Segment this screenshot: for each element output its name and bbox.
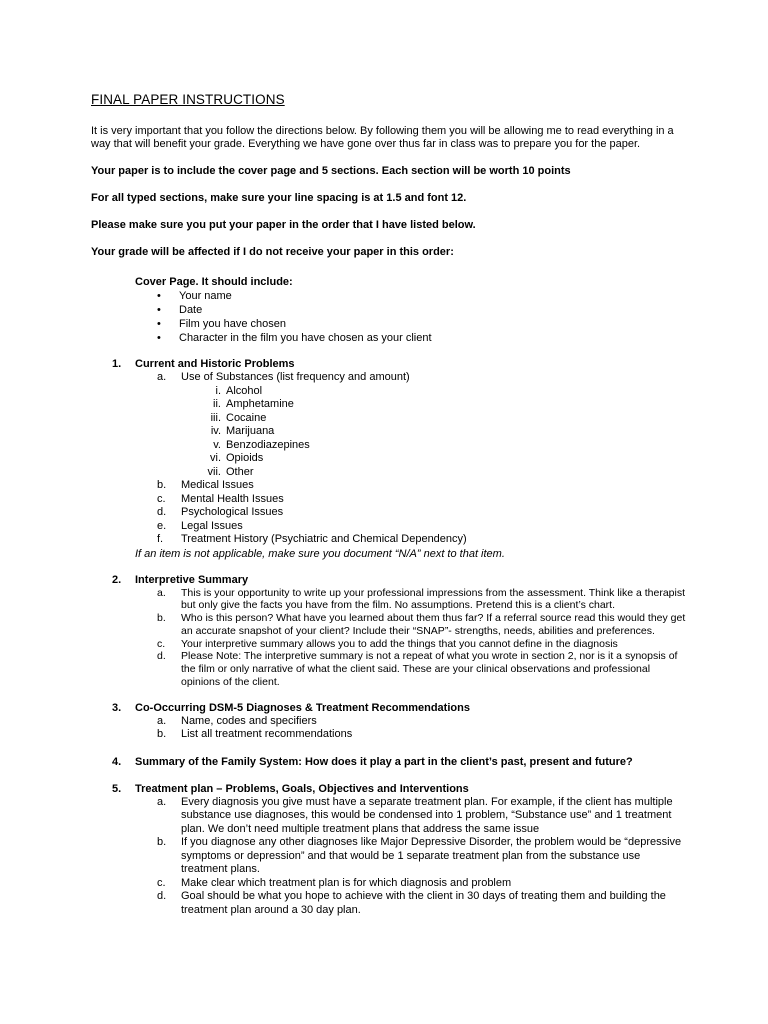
list-item: [91, 479, 688, 493]
item-marker: iii.: [210, 411, 221, 424]
section-items: [91, 587, 688, 689]
item-marker: d.: [157, 650, 166, 663]
section-items: [91, 479, 688, 547]
item-text: Benzodiazepines: [226, 438, 310, 451]
item-marker: b.: [157, 479, 167, 491]
section-items: [91, 796, 688, 918]
list-item: [91, 412, 688, 426]
item-text: Goal should be what you hope to achieve with the client in 30 days of treating them and building the treatment plan around a 30 day plan.: [181, 890, 666, 916]
list-item: [91, 796, 688, 837]
item-marker: iv.: [210, 425, 221, 437]
item-text: This is your opportunity to write up your professional impressions from the assessment. Think like a therapist but only give the facts you have from the film. No assumptions. Pretend this is a client’s chart.: [181, 586, 686, 612]
item-text: Medical Issues: [181, 479, 254, 491]
list-item: [91, 836, 688, 877]
bold-instruction: Please make sure you put your paper in the order that I have listed below.: [91, 219, 476, 231]
item-marker: v.: [213, 438, 221, 451]
section-heading: [91, 756, 688, 769]
list-item: [91, 533, 688, 547]
item-text: Name, codes and specifiers: [181, 714, 317, 727]
item-marker: a.: [157, 371, 167, 383]
section-number: 3.: [112, 701, 122, 714]
section-heading: [91, 783, 688, 796]
item-marker: vii.: [207, 465, 221, 478]
cover-item-text: Date: [179, 304, 203, 316]
list-item: [91, 650, 688, 688]
list-item: [91, 638, 688, 651]
item-text: If you diagnose any other diagnoses like Major Depressive Disorder, the problem would be “depressive symptoms or depression” and that would be 1 separate treatment plan from the substance use treatment plans.: [181, 836, 682, 876]
cover-heading: Cover Page. It should include:: [135, 276, 293, 288]
bullet-icon: •: [157, 290, 161, 302]
item-marker: a.: [157, 714, 167, 727]
list-item: [91, 520, 688, 534]
section-number: 5.: [112, 782, 122, 795]
item-text: Make clear which treatment plan is for which diagnosis and problem: [181, 876, 512, 889]
item-marker: a.: [157, 586, 166, 599]
cover-item-text: Your name: [179, 290, 232, 302]
substance-list: [91, 385, 688, 480]
item-marker: a.: [157, 795, 167, 808]
item-marker: d.: [157, 890, 167, 903]
item-marker: b.: [157, 728, 167, 741]
bullet-icon: •: [157, 304, 161, 316]
bold-instruction: Your paper is to include the cover page and 5 sections. Each section will be worth 10 points: [91, 165, 571, 177]
list-item: [135, 317, 688, 331]
list-item: [91, 425, 688, 439]
item-text: Psychological Issues: [181, 506, 284, 518]
cover-list: [135, 289, 688, 345]
section-items: [91, 715, 688, 742]
section-title: Interpretive Summary: [135, 573, 249, 586]
item-text: Alcohol: [226, 384, 263, 397]
list-item: [91, 452, 688, 466]
section-heading: [91, 702, 688, 715]
item-marker: b.: [157, 612, 166, 625]
bullet-icon: •: [157, 332, 161, 344]
list-item: [135, 289, 688, 303]
section-title: Current and Historic Problems: [135, 358, 295, 370]
list-item: [135, 331, 688, 345]
cover-item-text: Character in the film you have chosen as your client: [179, 332, 432, 344]
item-marker: c.: [157, 876, 166, 889]
cover-item-text: Film you have chosen: [179, 318, 286, 330]
section-2: [91, 574, 688, 689]
section-number: 4.: [112, 755, 122, 768]
page-title: FINAL PAPER INSTRUCTIONS: [91, 92, 285, 107]
list-item: [91, 385, 688, 399]
list-item: [135, 303, 688, 317]
section-1: [91, 358, 688, 561]
list-item: [91, 493, 688, 507]
list-item: [91, 466, 688, 480]
list-item: [91, 587, 688, 613]
list-item: [91, 612, 688, 638]
item-text: Please Note: The interpretive summary is not a repeat of what you wrote in section 2, nor is it a synopsis of the film or only narrative of what the client said. These are your clinical observations and professional opinions of the client.: [181, 650, 678, 689]
list-item: [91, 506, 688, 520]
item-text: Every diagnosis you give must have a separate treatment plan. For example, if the client has multiple substance use diagnoses, this would be condensed into 1 problem, “Substance use” and 1 treatment plan. We don’t need multiple treatment plans that address the same issue: [181, 795, 673, 835]
item-marker: d.: [157, 506, 167, 518]
item-text: Your interpretive summary allows you to add the things that you cannot define in the diagnosis: [181, 637, 618, 650]
item-marker: e.: [157, 519, 167, 532]
item-text: Marijuana: [226, 425, 275, 437]
list-item: [91, 371, 688, 385]
item-marker: vi.: [210, 452, 221, 464]
section-title: Co-Occurring DSM-5 Diagnoses & Treatment Recommendations: [135, 701, 470, 714]
item-text: Who is this person? What have you learned about them thus far? If a referral source read this would they get an accurate snapshot of your client? Include their “SNAP”- strengths, needs, abilities and preferences.: [181, 612, 686, 637]
bold-instruction: Your grade will be affected if I do not receive your paper in this order:: [91, 246, 454, 258]
section-4: [91, 756, 688, 769]
list-item: [91, 398, 688, 412]
intro-paragraph: It is very important that you follow the directions below. By following them you will be allowing me to read everything in a way that will benefit your grade. Everything we have gone over thus far in class was to prepare you for the paper.: [91, 125, 674, 150]
item-marker: ii.: [213, 398, 221, 410]
item-text: Other: [226, 465, 254, 478]
item-marker: f.: [157, 533, 164, 545]
section-3: [91, 702, 688, 742]
item-text: List all treatment recommendations: [181, 728, 353, 741]
item-text: Use of Substances (list frequency and amount): [181, 371, 410, 383]
bold-instruction: For all typed sections, make sure your line spacing is at 1.5 and font 12.: [91, 192, 467, 204]
section-items: [91, 371, 688, 385]
list-item: [91, 890, 688, 917]
section-5: [91, 783, 688, 918]
list-item: [91, 728, 688, 742]
section-title: Treatment plan – Problems, Goals, Objectives and Interventions: [135, 782, 469, 795]
item-text: Opioids: [226, 452, 264, 464]
item-marker: b.: [157, 836, 167, 849]
section-number: 1.: [112, 358, 122, 370]
section-number: 2.: [112, 573, 122, 586]
bullet-icon: •: [157, 318, 161, 330]
cover-page-block: [135, 276, 688, 345]
list-item: [91, 715, 688, 729]
item-text: Legal Issues: [181, 519, 243, 532]
section-heading: [91, 574, 688, 587]
item-text: Amphetamine: [226, 398, 294, 410]
item-marker: i.: [215, 384, 221, 397]
item-marker: c.: [157, 492, 166, 505]
section-title: Summary of the Family System: How does it play a part in the client’s past, present and future?: [135, 755, 633, 768]
section-heading: [91, 358, 688, 371]
list-item: [91, 439, 688, 453]
item-text: Mental Health Issues: [181, 492, 284, 505]
list-item: [91, 877, 688, 891]
item-text: Cocaine: [226, 411, 267, 424]
item-marker: c.: [157, 637, 166, 650]
na-note: If an item is not applicable, make sure you document “N/A” next to that item.: [135, 547, 505, 560]
item-text: Treatment History (Psychiatric and Chemical Dependency): [181, 533, 467, 545]
